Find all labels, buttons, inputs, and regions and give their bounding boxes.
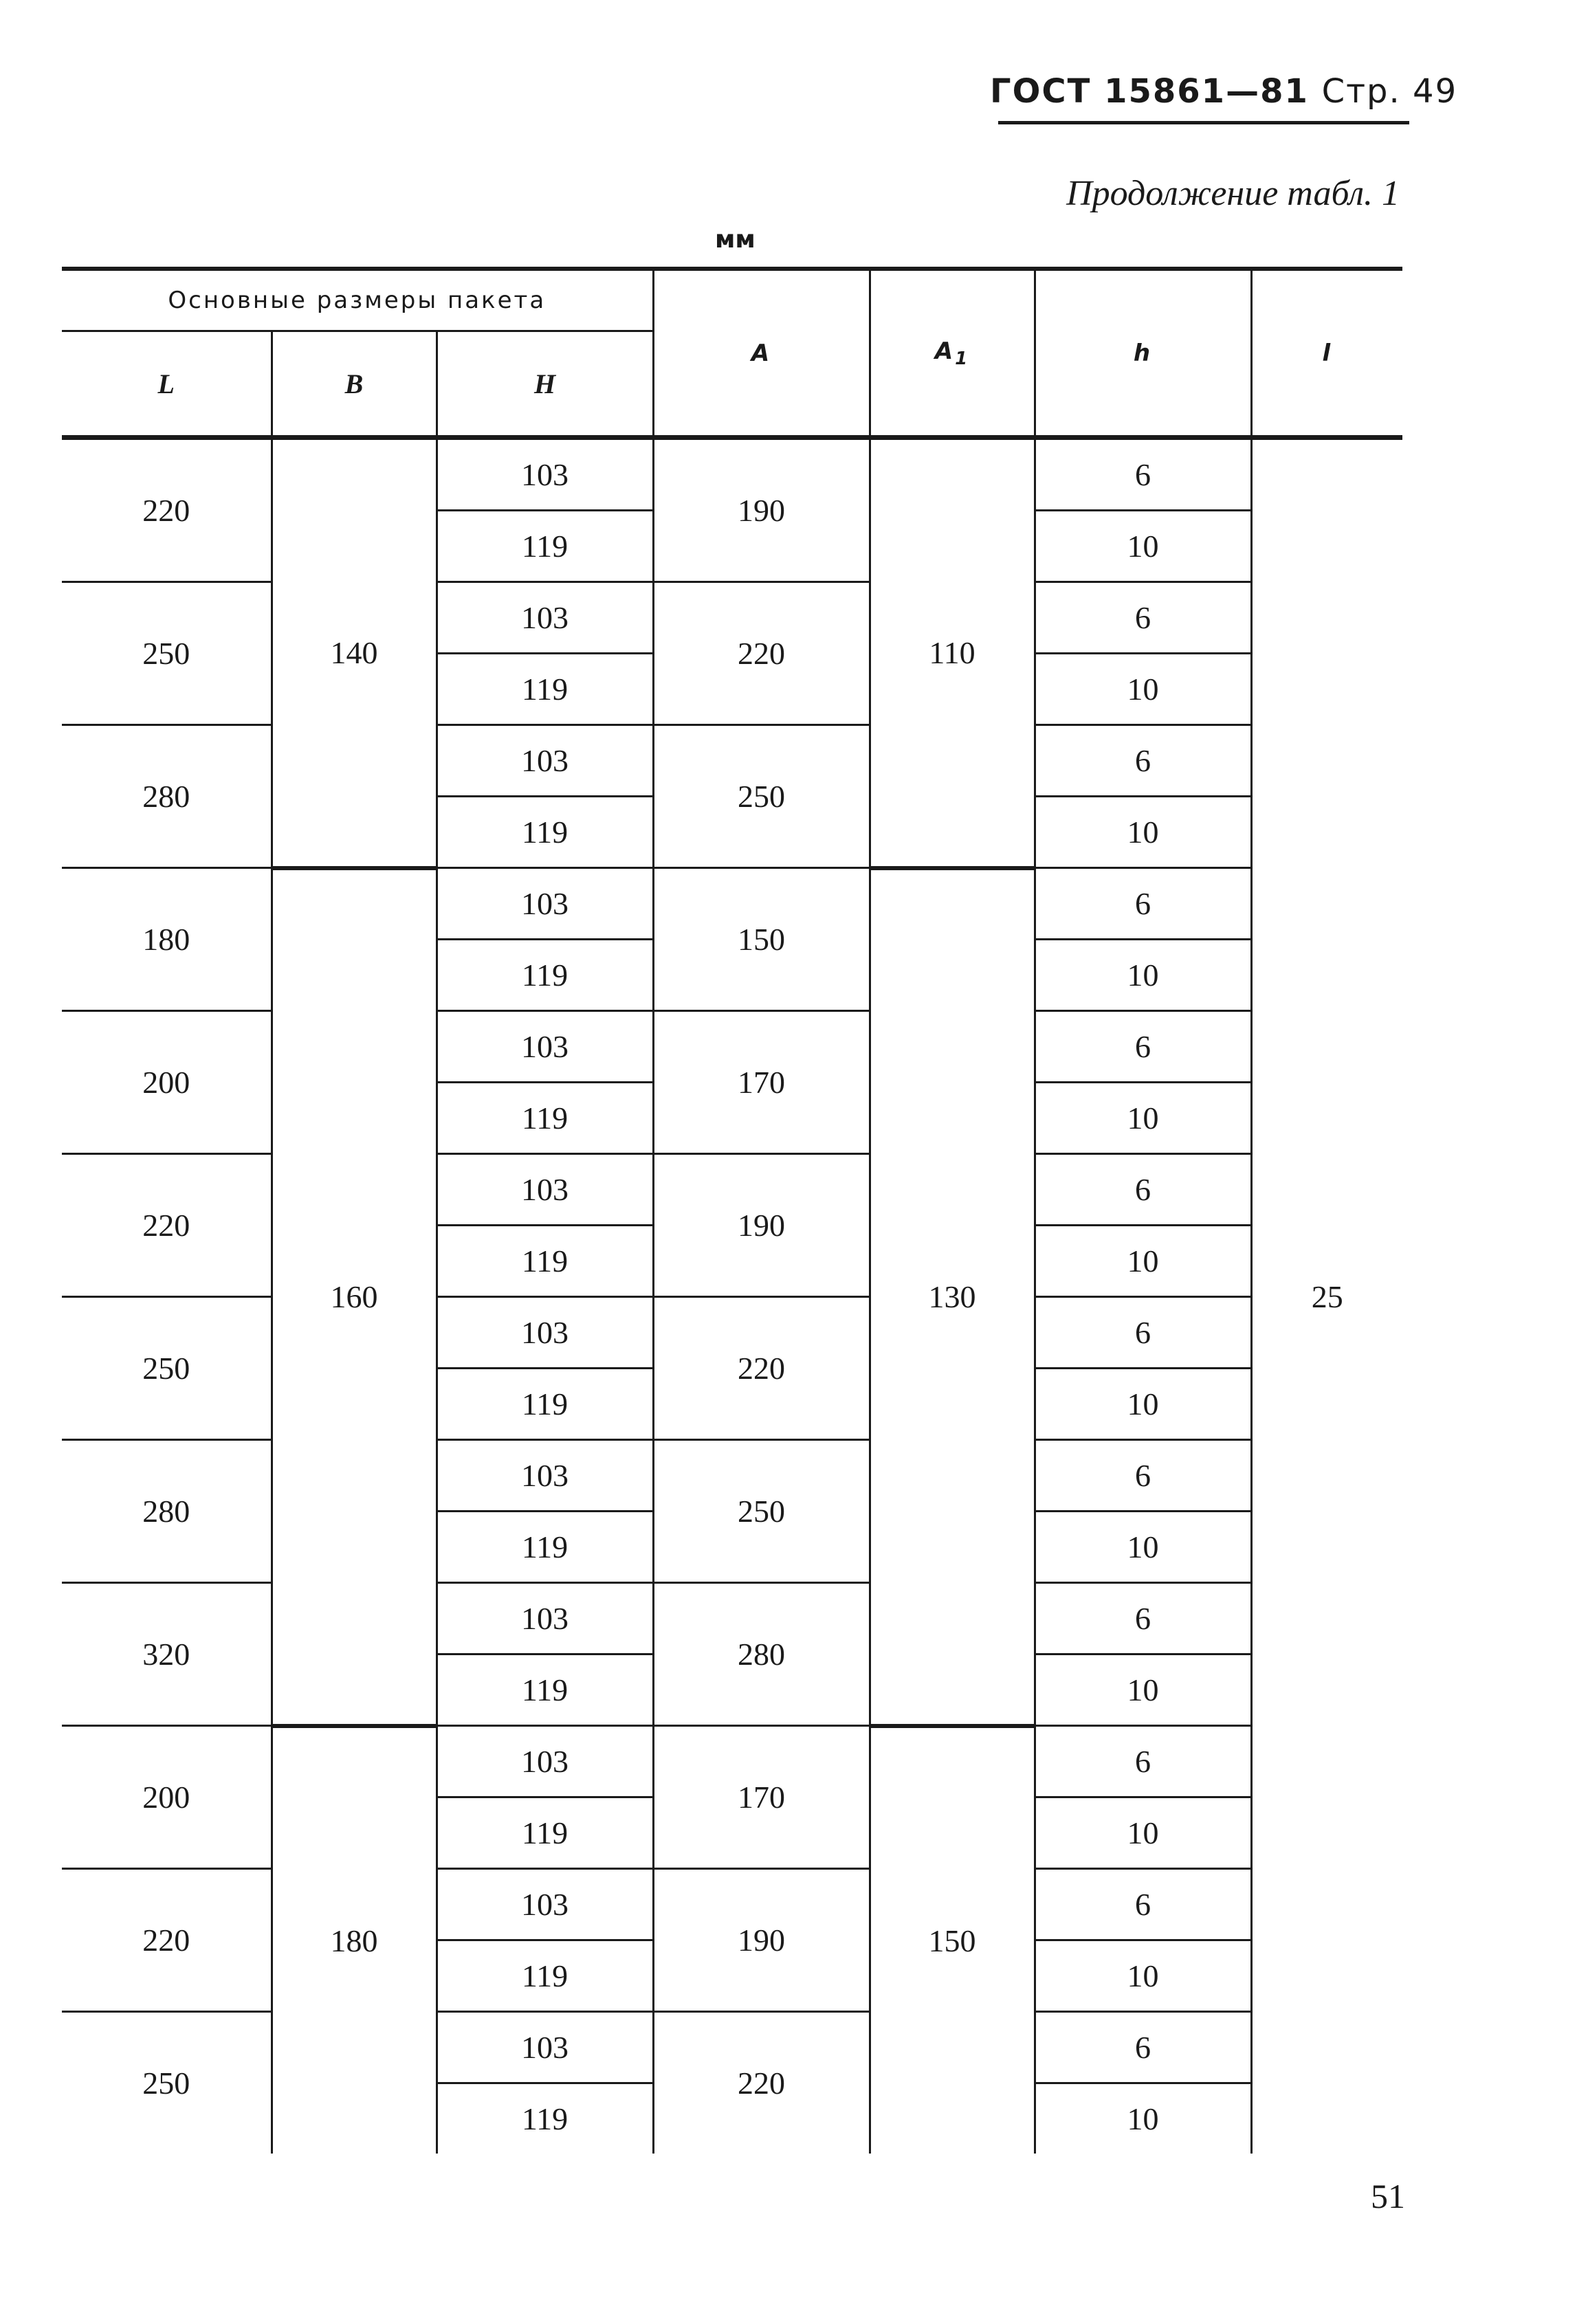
table-row bbox=[62, 1726, 1402, 1797]
cell-H: 119 bbox=[437, 1369, 653, 1440]
cell-A1: 130 bbox=[870, 868, 1035, 1726]
col-header-B: B bbox=[272, 331, 437, 438]
cell-h: 6 bbox=[1035, 1440, 1251, 1512]
cell-A: 250 bbox=[653, 725, 870, 868]
cell-h: 10 bbox=[1035, 654, 1251, 725]
cell-H: 103 bbox=[437, 438, 653, 511]
unit-label: мм bbox=[715, 225, 756, 254]
table-caption: Продолжение табл. 1 bbox=[1066, 174, 1400, 213]
cell-H: 119 bbox=[437, 1083, 653, 1154]
cell-H: 103 bbox=[437, 868, 653, 940]
cell-B: 180 bbox=[272, 1726, 437, 2154]
group-header: Основные размеры пакета bbox=[62, 269, 653, 331]
table-row bbox=[62, 2012, 1402, 2083]
cell-A: 190 bbox=[653, 438, 870, 582]
cell-H: 103 bbox=[437, 1011, 653, 1083]
cell-L: 220 bbox=[62, 1154, 272, 1297]
table-body bbox=[62, 438, 1402, 2154]
cell-L: 250 bbox=[62, 1297, 272, 1440]
cell-h: 6 bbox=[1035, 725, 1251, 797]
cell-h: 6 bbox=[1035, 582, 1251, 654]
table-row bbox=[62, 1869, 1402, 1940]
cell-h: 10 bbox=[1035, 511, 1251, 582]
cell-H: 103 bbox=[437, 725, 653, 797]
cell-H: 119 bbox=[437, 797, 653, 868]
cell-L: 200 bbox=[62, 1726, 272, 1869]
cell-h: 6 bbox=[1035, 1011, 1251, 1083]
cell-l: 25 bbox=[1251, 438, 1402, 2154]
cell-A: 250 bbox=[653, 1440, 870, 1583]
table-row bbox=[62, 1583, 1402, 1655]
cell-H: 103 bbox=[437, 1583, 653, 1655]
table-row bbox=[62, 725, 1402, 797]
col-header-A1: $A_1$ bbox=[870, 269, 1035, 438]
cell-L: 200 bbox=[62, 1011, 272, 1154]
cell-A: 190 bbox=[653, 1154, 870, 1297]
table-row bbox=[62, 1154, 1402, 1226]
table-row bbox=[62, 582, 1402, 654]
cell-H: 103 bbox=[437, 2012, 653, 2083]
cell-H: 103 bbox=[437, 582, 653, 654]
cell-H: 103 bbox=[437, 1440, 653, 1512]
cell-A: 220 bbox=[653, 1297, 870, 1440]
standard-number: ГОСТ 15861—81 bbox=[990, 72, 1309, 111]
cell-h: 6 bbox=[1035, 1297, 1251, 1369]
page-label: Стр. 49 bbox=[1321, 72, 1458, 111]
cell-L: 280 bbox=[62, 1440, 272, 1583]
col-header-l: l bbox=[1251, 269, 1402, 438]
cell-L: 280 bbox=[62, 725, 272, 868]
page-number: 51 bbox=[1371, 2177, 1405, 2215]
cell-B: 160 bbox=[272, 868, 437, 1726]
col-header-h: h bbox=[1035, 269, 1251, 438]
table-row bbox=[62, 1297, 1402, 1369]
cell-h: 10 bbox=[1035, 940, 1251, 1011]
cell-A: 170 bbox=[653, 1726, 870, 1869]
cell-h: 6 bbox=[1035, 2012, 1251, 2083]
cell-h: 10 bbox=[1035, 2083, 1251, 2154]
cell-h: 6 bbox=[1035, 1583, 1251, 1655]
cell-H: 103 bbox=[437, 1869, 653, 1940]
cell-h: 10 bbox=[1035, 797, 1251, 868]
cell-L: 180 bbox=[62, 868, 272, 1011]
cell-A: 150 bbox=[653, 868, 870, 1011]
header-rule bbox=[998, 121, 1409, 124]
cell-L: 250 bbox=[142, 2066, 190, 2101]
table-row bbox=[62, 438, 1402, 511]
cell-L: 250 bbox=[62, 582, 272, 725]
cell-H: 119 bbox=[437, 2083, 653, 2154]
cell-A: 170 bbox=[653, 1011, 870, 1154]
cell-A1: 110 bbox=[870, 438, 1035, 868]
cell-H: 103 bbox=[437, 1297, 653, 1369]
cell-H: 119 bbox=[437, 1655, 653, 1726]
col-header-A: A bbox=[653, 269, 870, 438]
cell-h: 10 bbox=[1035, 1940, 1251, 2012]
cell-H: 119 bbox=[437, 654, 653, 725]
cell-H: 119 bbox=[437, 940, 653, 1011]
col-header-L: L bbox=[62, 331, 272, 438]
cell-h: 10 bbox=[1035, 1797, 1251, 1869]
table-row bbox=[62, 868, 1402, 940]
col-header-H: H bbox=[437, 331, 653, 438]
cell-A: 280 bbox=[653, 1583, 870, 1726]
cell-A: 190 bbox=[653, 1869, 870, 2012]
cell-h: 6 bbox=[1035, 868, 1251, 940]
cell-A: 220 bbox=[653, 582, 870, 725]
cell-h: 10 bbox=[1035, 1369, 1251, 1440]
cell-H: 119 bbox=[437, 1512, 653, 1583]
cell-H: 119 bbox=[437, 511, 653, 582]
table-row bbox=[62, 1011, 1402, 1083]
cell-H: 119 bbox=[437, 1940, 653, 2012]
cell-h: 10 bbox=[1035, 1655, 1251, 1726]
cell-h: 6 bbox=[1035, 1154, 1251, 1226]
cell-h: 6 bbox=[1035, 1726, 1251, 1797]
cell-h: 10 bbox=[1035, 1226, 1251, 1297]
dimensions-table bbox=[62, 267, 1402, 2154]
page-header bbox=[990, 72, 1457, 111]
cell-A: 220 bbox=[653, 2012, 870, 2154]
cell-A1: 150 bbox=[870, 1726, 1035, 2154]
cell-B: 140 bbox=[272, 438, 437, 868]
table-row bbox=[62, 1440, 1402, 1512]
cell-L: 220 bbox=[62, 438, 272, 582]
cell-H: 119 bbox=[437, 1797, 653, 1869]
cell-h: 6 bbox=[1035, 438, 1251, 511]
cell-h: 6 bbox=[1035, 1869, 1251, 1940]
cell-h: 10 bbox=[1035, 1083, 1251, 1154]
cell-H: 103 bbox=[437, 1726, 653, 1797]
cell-H: 103 bbox=[437, 1154, 653, 1226]
cell-L: 320 bbox=[62, 1583, 272, 1726]
cell-L: 220 bbox=[62, 1869, 272, 2012]
cell-H: 119 bbox=[437, 1226, 653, 1297]
cell-h: 10 bbox=[1035, 1512, 1251, 1583]
